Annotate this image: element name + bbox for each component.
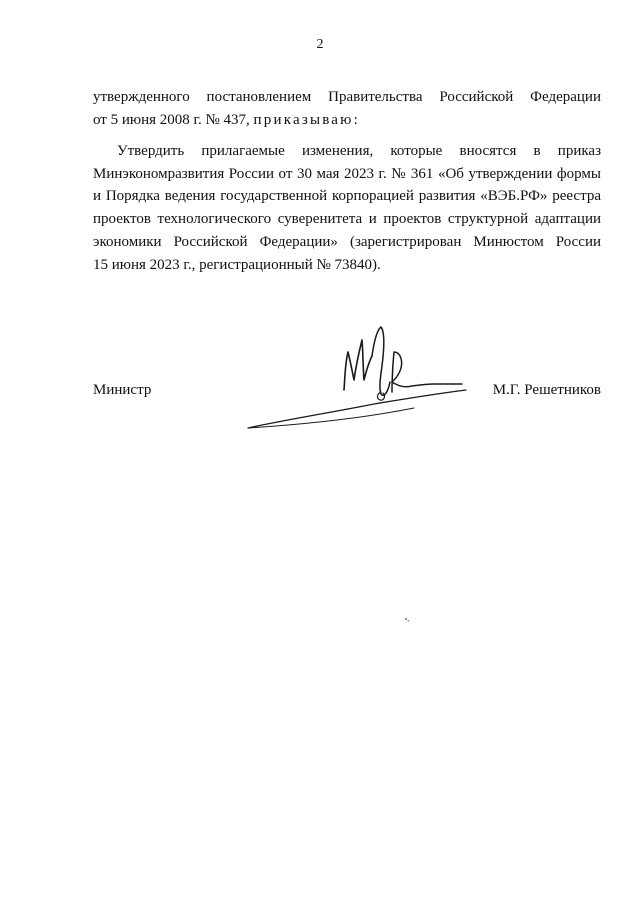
signature-stroke [248, 408, 414, 428]
intro-line-2 [93, 109, 601, 132]
paragraph-line: Минэкономразвития России от 30 мая 2023 г. № 361 «Об утверждении формы [93, 165, 601, 182]
intro-text [93, 86, 601, 131]
intro-line-1: утвержденного постановлением Правительства Российской Федерации [93, 89, 601, 105]
paragraph-line: Утвердить прилагаемые изменения, которые вносятся в приказ [117, 143, 601, 159]
signer-name: М.Г. Решетников [492, 382, 601, 398]
paragraph-line: 15 июня 2023 г., регистрационный № 73840). [93, 256, 381, 273]
page-number: 2 [316, 37, 324, 52]
paragraph-line: проектов технологического суверенитета и проектов структурной адаптации [93, 211, 601, 228]
signature-stroke [392, 352, 462, 392]
signature-stroke [248, 390, 466, 428]
main-paragraph [93, 140, 601, 276]
paragraph-line: экономики Российской Федерации» (зарегистрирован Минюстом России [93, 233, 601, 250]
intro-line-2-start: от 5 июня 2008 г. № 437, [93, 111, 254, 128]
paragraph-line: и Порядка ведения государственной корпорацией развития «ВЭБ.РФ» реестра [93, 188, 601, 205]
scan-speck [404, 617, 410, 623]
handwritten-signature [244, 322, 472, 434]
signature-stroke [344, 340, 372, 390]
signer-position: Министр [93, 382, 152, 398]
order-keyword: приказываю: [253, 111, 360, 128]
signature-stroke [372, 327, 390, 395]
